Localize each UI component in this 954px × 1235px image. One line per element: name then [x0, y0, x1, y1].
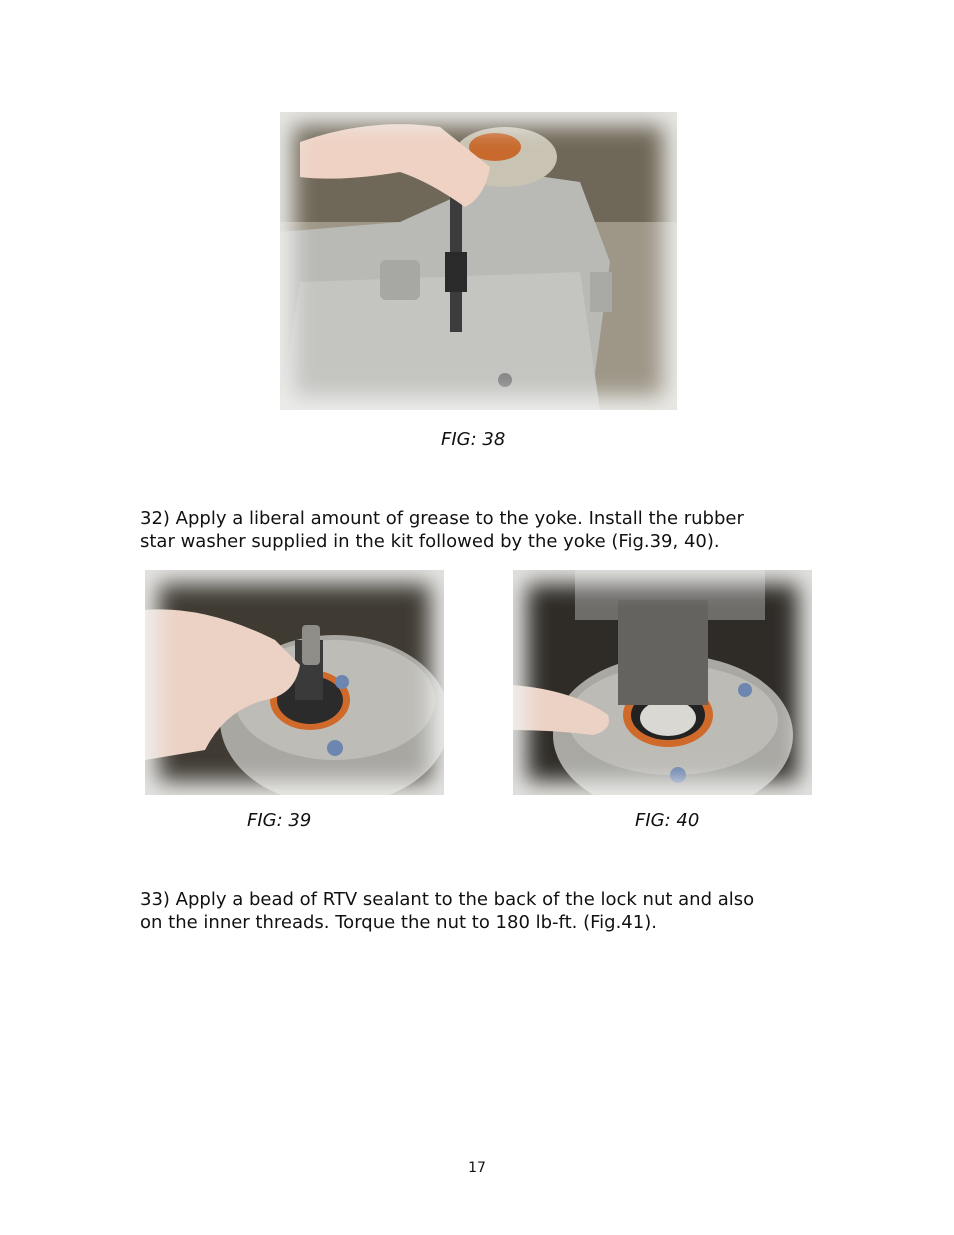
step-32-line-1: 32) Apply a liberal amount of grease to the yoke. Install the rubber — [140, 508, 744, 529]
figure-38-caption: FIG: 38 — [441, 429, 506, 450]
figure-39-photo — [145, 570, 444, 795]
step-33-text — [140, 888, 820, 934]
step-33-line-2: on the inner threads. Torque the nut to 180 lb-ft. (Fig.41). — [140, 912, 657, 933]
transfer-case-wrench-illustration — [280, 112, 677, 410]
star-washer-install-illustration — [145, 570, 444, 795]
figure-39-caption: FIG: 39 — [247, 810, 312, 831]
figure-38-photo — [280, 112, 677, 410]
page-number: 17 — [468, 1160, 486, 1176]
figure-40-photo — [513, 570, 812, 795]
step-33-line-1: 33) Apply a bead of RTV sealant to the back of the lock nut and also — [140, 889, 755, 910]
step-32-text — [140, 507, 820, 553]
step-32-line-2: star washer supplied in the kit followed by the yoke (Fig.39, 40). — [140, 531, 720, 552]
yoke-install-illustration — [513, 570, 812, 795]
figure-40-caption: FIG: 40 — [635, 810, 700, 831]
